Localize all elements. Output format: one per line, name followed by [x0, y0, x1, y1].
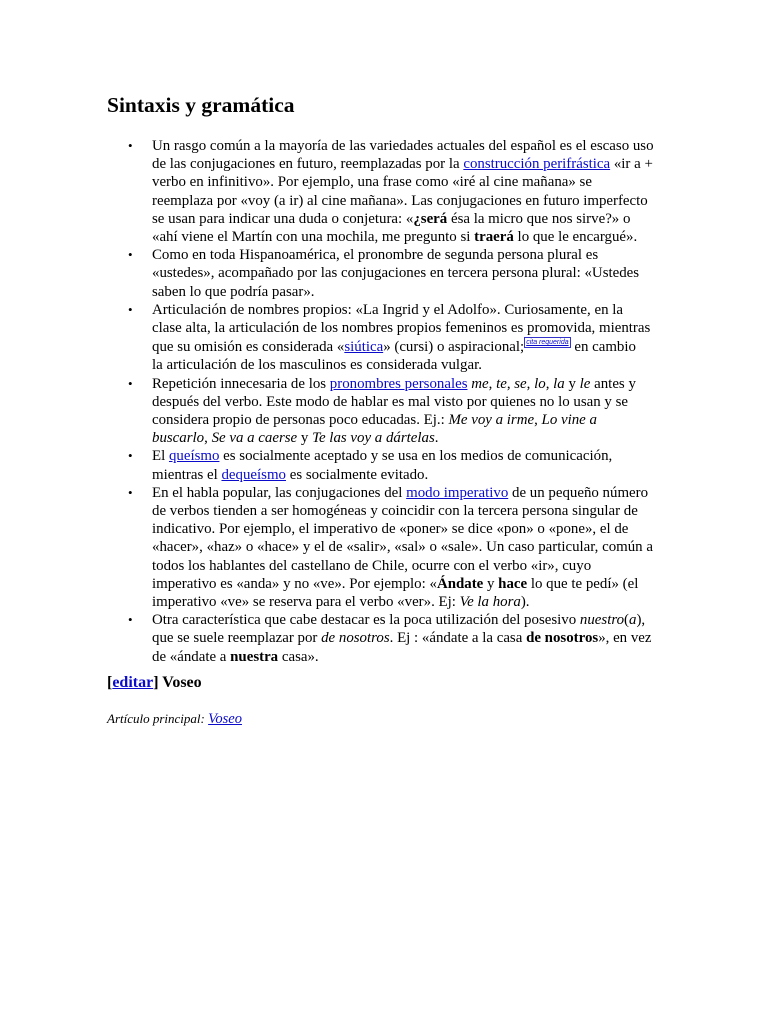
- text-line: saben lo que podría pasar».: [152, 283, 315, 300]
- text-line: • Un rasgo común a la mayoría de las variedades actuales del español es el escaso uso: [152, 138, 654, 154]
- link-modo-imperativo[interactable]: modo imperativo: [406, 484, 509, 501]
- text-line: imperativo es «anda» y no «ve». Por ejemplo: «Ándate y hace lo que te pedí» (el: [152, 575, 639, 592]
- list-item: [152, 447, 662, 483]
- text-line: • Otra característica que cabe destacar es la poca utilización del posesivo nuestro(a),: [152, 612, 646, 629]
- text-line: • El queísmo es socialmente aceptado y se usa en los medios de comunicación,: [152, 448, 613, 465]
- text-line: • Como en toda Hispanoamérica, el pronombre de segunda persona plural es: [152, 247, 599, 264]
- list-item: [152, 301, 662, 375]
- list-item: [152, 611, 662, 666]
- list-item: [152, 484, 662, 611]
- text-line: reemplaza por «voy (a ir) al cine mañana». Las conjugaciones en futuro imperfecto: [152, 192, 648, 209]
- link-siutica[interactable]: siútica: [344, 339, 384, 356]
- text-line: «ustedes», acompañado por las conjugaciones en tercera persona plural: «Ustedes: [152, 265, 640, 282]
- text-line: clase alta, la articulación de los nombres propios femeninos es promovida, mientras: [152, 320, 651, 337]
- text-line: «hacer», «haz» o «hace» y el de «salir», «sal» o «sale». Un caso particular, común a: [152, 539, 653, 556]
- text-line: «ahí viene el Martín con una mochila, me pregunto si traerá lo que le encargué».: [152, 229, 638, 246]
- link-construccion-perifrastica[interactable]: construcción perifrástica: [463, 156, 611, 173]
- text-line: indicativo. Por ejemplo, el imperativo de «poner» se dice «pon» o «pone», el de: [152, 521, 629, 538]
- text-line: de las conjugaciones en futuro, reemplazadas por la construcción perifrástica «ir a +: [152, 156, 653, 173]
- list-item: [152, 137, 662, 246]
- main-article-note: Artículo principal: Voseo: [107, 711, 242, 727]
- text-line: considera propio de personas poco educadas. Ej.: Me voy a irme, Lo vine a: [152, 412, 597, 429]
- text-line: • Repetición innecesaria de los pronombres personales me, te, se, lo, la y le antes y: [152, 375, 636, 392]
- link-pronombres-personales[interactable]: pronombres personales: [329, 375, 468, 392]
- text-line: después del verbo. Este modo de hablar es mal visto por quienes no lo usan y se: [152, 393, 628, 410]
- text-line: de «ándate a nuestra casa».: [152, 648, 319, 665]
- grammar-list: [152, 137, 662, 666]
- text-line: mientras el dequeísmo es socialmente evitado.: [152, 466, 429, 483]
- link-queismo[interactable]: queísmo: [168, 448, 220, 465]
- text-line: buscarlo, Se va a caerse y Te las voy a dártelas.: [152, 430, 439, 447]
- text-line: • Articulación de nombres propios: «La Ingrid y el Adolfo». Curiosamente, en la: [152, 301, 624, 318]
- list-item: [152, 375, 662, 448]
- text-line: verbo en infinitivo». Por ejemplo, una frase como «iré al cine mañana» se: [152, 174, 592, 191]
- section-title: Sintaxis y gramática: [107, 93, 295, 117]
- link-dequeismo[interactable]: dequeísmo: [221, 466, 286, 483]
- text-line: que su omisión es considerada «siútica» (cursi) o aspiracional; cita requerida en cambio: [152, 339, 636, 356]
- text-line: se usan para indicar una duda o conjetura: «¿será ésa la micro que nos sirve?» o: [152, 210, 631, 227]
- link-voseo[interactable]: Voseo: [208, 711, 242, 727]
- voseo-heading: [editar] Voseo: [107, 674, 202, 691]
- text-line: de verbos tienden a ser homogéneas y coincidir con la tercera persona singular de: [152, 503, 638, 520]
- citation-needed-link[interactable]: cita requerida: [526, 339, 569, 347]
- text-line: • En el habla popular, las conjugaciones del modo imperativo de un pequeño número: [152, 484, 649, 501]
- edit-link[interactable]: editar: [112, 674, 154, 691]
- text-line: imperativo «ve» se reserva para el verbo «ver». Ej: Ve la hora).: [152, 594, 530, 611]
- text-line: la articulación de los masculinos es considerada vulgar.: [152, 357, 482, 374]
- text-line: que se suele reemplazar por de nosotros. Ej : «ándate a la casa de nosotros», en vez: [152, 630, 652, 647]
- list-item: [152, 246, 662, 301]
- text-line: todos los hablantes del castellano de Chile, ocurre con el verbo «ir», cuyo: [152, 557, 592, 574]
